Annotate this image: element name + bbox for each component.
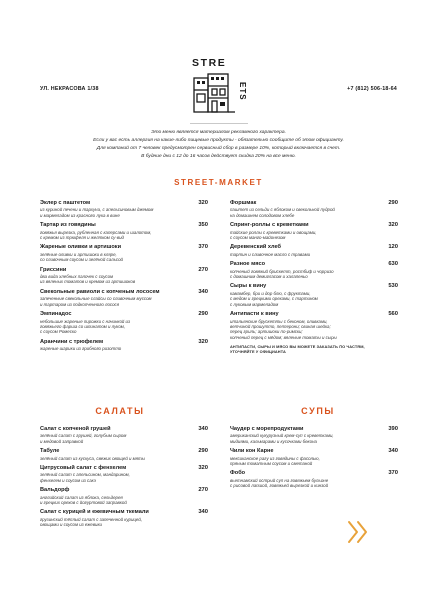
menu-item xyxy=(40,311,208,335)
desc-line: английский салат из яблока, сельдерея xyxy=(40,494,123,500)
menu-item xyxy=(40,200,208,218)
item-description xyxy=(40,346,208,351)
desc-line: и медовой заправкой xyxy=(40,438,84,444)
restaurant-address: УЛ. НЕКРАСОВА 1/38 xyxy=(40,86,99,92)
street-market-left-column xyxy=(40,200,208,356)
item-name: Антипасти к вину xyxy=(230,311,279,318)
item-price: 530 xyxy=(388,283,398,290)
item-price: 370 xyxy=(388,470,398,477)
restaurant-phone: +7 (812) 506-18-64 xyxy=(347,86,397,92)
menu-item xyxy=(230,426,398,444)
item-price: 290 xyxy=(198,311,208,318)
item-price: 290 xyxy=(198,448,208,455)
desc-line: небольшие жареные пирожки с начинкой из xyxy=(40,318,131,324)
item-name: Чаудер с морепродуктами xyxy=(230,426,304,432)
item-price: 320 xyxy=(198,200,208,206)
menu-item xyxy=(40,509,208,527)
item-price: 340 xyxy=(198,426,208,432)
desc-line: зелёные оливки и артишоки в кляре, xyxy=(40,251,117,257)
menu-item xyxy=(230,222,398,240)
menu-item xyxy=(40,267,208,285)
desc-line: американский кукурузный крем-суп с креветками, xyxy=(230,433,334,439)
item-name: Деревенский хлеб xyxy=(230,244,281,251)
desc-line: из куриной печени и тархуна, с апельсиновым джемом xyxy=(40,207,154,213)
item-description xyxy=(230,207,398,218)
desc-line: фенхелем и соусом из сакэ xyxy=(40,477,96,483)
item-name: Гриссини xyxy=(40,266,67,273)
item-description xyxy=(40,495,208,506)
menu-item xyxy=(40,487,208,505)
menu-item xyxy=(230,283,398,307)
item-price: 340 xyxy=(388,448,398,455)
streets-logo xyxy=(192,58,246,120)
desc-line: с луковым мармеладом xyxy=(230,301,279,307)
desc-line: и мармеладом из красного лука в вине xyxy=(40,212,120,218)
item-price: 320 xyxy=(388,222,398,229)
menu-item xyxy=(230,448,398,466)
item-description xyxy=(40,456,208,461)
desc-line: с рисовой лапшой, говяжьей вырезкой и кинзой xyxy=(230,483,329,489)
notice-line: Для компаний от 7 человек предусмотрен сервисный сбор в размере 10%, который включается в счет. xyxy=(96,146,341,151)
desc-line: итальянские брускетты с беконом, оливками, xyxy=(230,318,328,324)
notice-line: Если у вас есть аллергия на какие-либо пищевые продукты - обязательно сообщите об этом официанту. xyxy=(93,138,344,143)
menu-item xyxy=(40,244,208,262)
item-name: Разное мясо xyxy=(230,261,266,268)
item-price: 290 xyxy=(388,200,398,206)
item-description xyxy=(40,517,208,528)
double-chevron-right-icon[interactable] xyxy=(347,520,369,544)
desc-line: перец гриль; артишоки по-римски; xyxy=(230,329,303,335)
antipasti-note xyxy=(230,344,398,354)
desc-line: мексиканское рагу из говядины с фасолью, xyxy=(230,455,320,461)
logo-word-top: STRE xyxy=(192,57,227,69)
item-price: 350 xyxy=(198,222,208,229)
logo-word-side: ETS xyxy=(238,82,247,101)
menu-notice xyxy=(50,129,387,161)
notice-line: В будние дни с 12 до 16 часов действует скидка 20% на все меню. xyxy=(141,154,296,159)
menu-item xyxy=(230,311,398,340)
item-name: Эклер с паштетом xyxy=(40,200,91,206)
item-price: 340 xyxy=(198,288,208,295)
desc-line: грузинский тёплый салат с запеченной курицей, xyxy=(40,516,143,522)
item-name: Цитрусовый салат с фенхелем xyxy=(40,465,127,472)
item-price: 560 xyxy=(388,311,398,318)
item-description xyxy=(230,478,398,489)
desc-line: тайские роллы с креветками и овощами, xyxy=(230,229,317,235)
section-title-salads: САЛАТЫ xyxy=(95,406,145,416)
header-divider xyxy=(190,123,248,124)
item-name: Сыры к вину xyxy=(230,283,267,290)
desc-line: с соусом Ромеско xyxy=(40,329,77,335)
desc-line: ветчиной прошутто, пепперони; свиная шейка; xyxy=(230,323,331,329)
desc-line: мидиями, кальмарами и кусочками бекона xyxy=(230,438,317,444)
desc-line: овощами и соусом из ежевики xyxy=(40,522,103,528)
item-description xyxy=(230,433,398,444)
item-price: 270 xyxy=(198,266,208,273)
desc-line: из вяленых томатов и кремом из артишоков xyxy=(40,279,136,285)
note-line: АНТИПАСТИ, СЫРЫ И МЯСО ВЫ МОЖЕТЕ ЗАКАЗАТЬ ПО ЧАСТЯМ, xyxy=(230,344,365,350)
item-name: Эмпинадос xyxy=(40,311,72,318)
desc-line: и грецких орехов с йогуртовой заправкой xyxy=(40,500,127,506)
item-description xyxy=(230,291,398,307)
item-name: Аранчини с трюфелем xyxy=(40,338,104,345)
menu-item xyxy=(230,244,398,257)
item-name: Салат с копченой грушей xyxy=(40,426,111,432)
item-description xyxy=(40,274,208,285)
item-description xyxy=(40,472,208,483)
notice-line: Это меню является материалом рекламного характера. xyxy=(151,130,286,135)
item-description xyxy=(40,296,208,307)
item-price: 320 xyxy=(198,338,208,345)
desc-line: паштет из сельди с яблоком и свекольной пудрой xyxy=(230,207,335,213)
desc-line: запеченные свекольные слайсы со сливочным муссом xyxy=(40,296,152,302)
desc-line: два вида хлебных палочек с соусом xyxy=(40,274,114,280)
desc-line: говяжьего фарша со шпинатом и луком, xyxy=(40,323,126,329)
salads-column xyxy=(40,426,208,532)
desc-line: с домашним демигласом и халапеньо xyxy=(230,274,308,280)
item-price: 340 xyxy=(198,509,208,516)
menu-item xyxy=(40,289,208,307)
item-name: Вальдорф xyxy=(40,487,70,494)
menu-item xyxy=(40,339,208,352)
desc-line: тартин и сливочное масло с травами xyxy=(230,251,311,257)
street-buildings-logo-icon xyxy=(192,72,236,116)
item-name: Табуле xyxy=(40,448,60,455)
menu-item xyxy=(40,222,208,240)
menu-item xyxy=(40,426,208,444)
desc-line: пряным томатным соусом и сметаной xyxy=(230,461,313,467)
item-name: Фобо xyxy=(230,470,246,477)
item-description xyxy=(230,252,398,257)
item-description xyxy=(230,230,398,241)
item-description xyxy=(40,319,208,335)
item-description xyxy=(230,456,398,467)
menu-item xyxy=(40,448,208,461)
section-title-soups: СУПЫ xyxy=(301,406,335,416)
item-name: Чили кон Карне xyxy=(230,448,274,455)
desc-line: говяжья вырезка, рубленная с каперсами и шалотом, xyxy=(40,229,152,235)
desc-line: копченый перец с мёдом; вяленые томаты и сыры xyxy=(230,334,337,340)
item-description xyxy=(40,252,208,263)
section-title-street-market: STREET-MARKET xyxy=(174,178,263,187)
item-price: 390 xyxy=(388,426,398,432)
menu-item xyxy=(230,261,398,279)
desc-line: с соусом манго-майонезом xyxy=(230,235,286,241)
item-price: 320 xyxy=(198,465,208,472)
item-price: 630 xyxy=(388,261,398,268)
desc-line: зелёный салат с грушей, голубым сыром xyxy=(40,433,127,439)
item-description xyxy=(40,433,208,444)
item-price: 120 xyxy=(388,244,398,251)
menu-item xyxy=(230,470,398,488)
menu-item xyxy=(230,200,398,218)
desc-line: с кремом из трюфеля и желтком су-вид xyxy=(40,235,124,241)
desc-line: зелёный салат из кускуса, свежих овощей и мяты xyxy=(40,455,145,461)
item-description xyxy=(40,207,208,218)
item-name: Тартар из говядины xyxy=(40,222,96,229)
desc-line: зелёный салат с апельсином, мандарином, xyxy=(40,472,130,478)
desc-line: жареные шарики из грибного ризотто xyxy=(40,346,122,352)
item-name: Свекольные равиоли с копченым лососем xyxy=(40,288,160,295)
item-name: Салат с курицей и ежевичным ткемали xyxy=(40,509,149,516)
item-description xyxy=(230,269,398,280)
desc-line: камамбер, бри и дор блю, с фруктами, xyxy=(230,290,311,296)
menu-item xyxy=(40,465,208,483)
desc-line: копченый говяжий брискетт, ростбиф и чорризо xyxy=(230,268,334,274)
desc-line: с медом и грецкими орехами, с тартином xyxy=(230,296,318,302)
note-line: УТОЧНЯЙТЕ У ОФИЦИАНТА xyxy=(230,349,286,355)
item-price: 270 xyxy=(198,487,208,494)
item-name: Форшмак xyxy=(230,200,257,206)
street-market-right-column xyxy=(230,200,398,354)
desc-line: на домашнем солодовом хлебе xyxy=(230,212,295,218)
desc-line: со сливочным соусом и зелёной сальсой xyxy=(40,257,123,263)
item-description xyxy=(40,230,208,241)
desc-line: и тартаром из подкопченного лосося xyxy=(40,301,120,307)
desc-line: вьетнамский острый суп на говяжьем бульоне xyxy=(230,477,329,483)
item-price: 370 xyxy=(198,244,208,251)
soups-column xyxy=(230,426,398,493)
item-name: Спринг-роллы с креветками xyxy=(230,222,309,229)
item-name: Жареные оливки и артишоки xyxy=(40,244,122,251)
item-description xyxy=(230,319,398,341)
